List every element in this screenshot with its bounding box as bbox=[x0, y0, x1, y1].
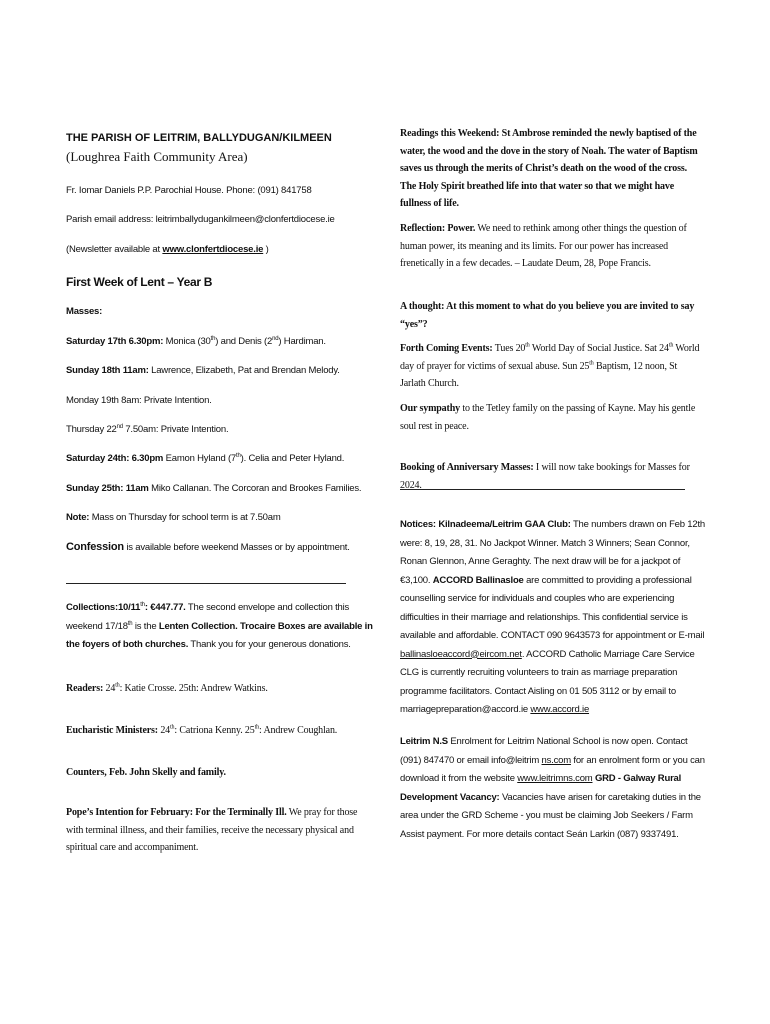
newsletter-line: (Newsletter available at www.clonfertdiocese.ie ) bbox=[66, 244, 269, 255]
school-email-link[interactable]: ns.com bbox=[541, 754, 571, 766]
accord-website-link[interactable]: www.accord.ie bbox=[530, 704, 590, 716]
collections-paragraph: Collections:10/11th: €447.77. The second envelope and collection this weekend 17/18th is the Lenten Collection. Trocaire Boxes are available in the foyers of both churches. Thank you for your generous donations. bbox=[66, 601, 373, 651]
email-line: Parish email address: leitrimballydugankilmeen@clonfertdiocese.ie bbox=[66, 214, 335, 225]
mass-note: Note: Mass on Thursday for school term is at 7.50am bbox=[66, 512, 281, 523]
reflection-paragraph: Reflection: Power. We need to rethink among other things the question of human power, its meaning and its limits. For our power has increased frenetically in a few decades. – Laudate Deum, 28, Pope Francis. bbox=[400, 223, 687, 269]
popes-intention-paragraph: Pope’s Intention for February: For the Terminally Ill. We pray for those with terminal illness, and their families, receive the necessary physical and spiritual care and accompaniment. bbox=[66, 807, 358, 853]
eucharistic-ministers-line: Eucharistic Ministers: 24th: Catriona Kenny. 25th: Andrew Coughlan. bbox=[66, 724, 338, 736]
forthcoming-events-paragraph: Forth Coming Events: Tues 20th World Day of Social Justice. Sat 24th World day of prayer for victims of sexual abuse. Sun 25th Baptism, 12 noon, St Jarlath Church. bbox=[400, 342, 700, 389]
masses-label: Masses: bbox=[66, 306, 103, 317]
readers-line: Readers: 24th: Katie Crosse. 25th: Andrew Watkins. bbox=[66, 682, 268, 694]
mass-thursday-22: Thursday 22nd 7.50am: Private Intention. bbox=[66, 423, 229, 435]
mass-saturday-17: Saturday 17th 6.30pm: Monica (30th) and Denis (2nd) Hardiman. bbox=[66, 335, 326, 347]
parish-title: THE PARISH OF LEITRIM, BALLYDUGAN/KILMEEN (Loughrea Faith Community Area) bbox=[66, 132, 332, 165]
accord-email-link[interactable]: ballinasloeaccord@eircom.net bbox=[400, 648, 522, 660]
school-website-link[interactable]: www.leitrimns.com bbox=[517, 773, 593, 785]
anniversary-masses-line: Booking of Anniversary Masses: I will now take bookings for Masses for 2024. bbox=[400, 462, 690, 491]
mass-sunday-18: Sunday 18th 11am: Lawrence, Elizabeth, Pat and Brendan Melody. bbox=[66, 365, 340, 376]
thought-line: A thought: At this moment to what do you believe you are invited to say “yes”? bbox=[400, 301, 695, 330]
notices-paragraph: Notices: Kilnadeema/Leitrim GAA Club: The numbers drawn on Feb 12th were: 8, 19, 28, 31. No Jackpot Winner. Match 3 Winners; Sean Connor, Ronan Glennon, Anne Geraghty. The next draw will be for a jackpot of €3,100. ACCORD Ballinasloe are committed to providing a professional counselling service for individuals and couples who are experiencing difficulties in their marriage and relationships. This confidential service is available and affordable. CONTACT 090 9643573 for appointment or E-mail ballinasloeaccord@eircom.net. ACCORD Catholic Marriage Care Service CLG is currently recruiting volunteers to train as marriage preparation programme facilitators. Contact Aisling on 01 505 3112 or by email to marriagepreparation@accord.ie www.accord.ie bbox=[400, 519, 705, 716]
confession-line: Confession is available before weekend Masses or by appointment. bbox=[66, 541, 350, 553]
mass-saturday-24: Saturday 24th: 6.30pm Eamon Hyland (7th). Celia and Peter Hyland. bbox=[66, 452, 345, 464]
counters-line: Counters, Feb. John Skelly and family. bbox=[66, 767, 226, 778]
readings-paragraph: Readings this Weekend: St Ambrose reminded the newly baptised of the water, the wood and the dove in the story of Noah. The water of Baptism saves us through the merits of Christ’s death on the wood of the cross. The Holy Spirit breathed life into that water so that we might have fullness of life. bbox=[400, 128, 698, 209]
right-divider bbox=[400, 489, 685, 490]
diocese-link[interactable]: www.clonfertdiocese.ie bbox=[162, 244, 264, 255]
mass-monday-19: Monday 19th 8am: Private Intention. bbox=[66, 395, 212, 406]
week-heading: First Week of Lent – Year B bbox=[66, 275, 213, 289]
mass-sunday-25: Sunday 25th: 11am Miko Callanan. The Corcoran and Brookes Families. bbox=[66, 483, 362, 494]
left-divider bbox=[66, 583, 346, 584]
contact-line: Fr. Iomar Daniels P.P. Parochial House. Phone: (091) 841758 bbox=[66, 185, 312, 196]
sympathy-paragraph: Our sympathy to the Tetley family on the passing of Kayne. May his gentle soul rest in peace. bbox=[400, 403, 696, 432]
school-and-grd-paragraph: Leitrim N.S Enrolment for Leitrim National School is now open. Contact (091) 847470 or email info@leitrim ns.com for an enrolment form or you can download it from the website www.leitrimns.com GRD - Galway Rural Development Vacancy: Vacancies have arisen for caretaking duties in the area under the GRD Scheme - you must be claiming Job Seekers / Farm Assist payment. For more details contact Seán Larkin (087) 9337491. bbox=[400, 736, 705, 840]
